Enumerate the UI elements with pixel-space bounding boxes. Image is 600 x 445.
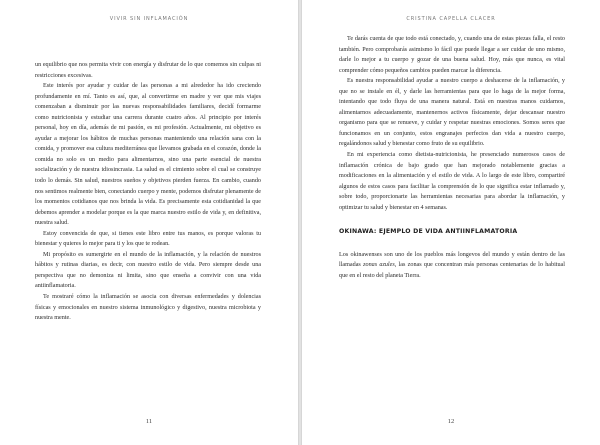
running-head-right: CRISTINA CAPELLA CLACER — [406, 16, 496, 22]
paragraph: En mi experiencia como dietista-nutricionista, he presenciado numerosos casos de inflamación crónica de bajo grado que han mejorado notablemente gracias a modificaciones en la alimentación y el estilo de vida. A lo largo de este libro, compartiré algunos de estos casos para facilitar la comprensión de lo que significa estar inflamado y, sobre todo, proporcionarte las herramientas necesarias para abordar la inflamación, y optimizar tu salud y bienestar en 4 semanas. — [339, 152, 565, 211]
paragraph: Te darás cuenta de que todo está conectado, y, cuando una de estas piezas falla, el resto también. Pero comprobarás asimismo lo fácil que puede llegar a ser cuidar de uno mismo, darle lo mejor a tu cuerpo y gozar de una buena salud. Hoy, más que nunca, es vital comprender cómo pequeños cambios pueden marcar la diferencia. — [339, 36, 565, 74]
paragraph: Este interés por ayudar y cuidar de las personas a mi alrededor ha ido creciendo profundamente en mí. Tanto es así, que, al convertirme en madre y ver que mis viajes comenzaban a disminuir por las nuevas responsabilidades familiares, decidí formarme como nutricionista y estudiar una carrera durante cuatro años. Al principio por interés personal, hoy en día, además de mi pasión, es mi profesión. Actualmente, mi objetivo es ayudar a mejorar los hábitos de muchas personas manteniendo una relación sana con la comida, y promover esa cultura mediterránea que llevamos grabada en el corazón, donde la comida no solo es un medio para alimentarnos, sino una parte esencial de nuestra socialización y de nuestra idiosincrasia. La salud es el cimiento sobre el cual se construye todo lo demás. Sin salud, nuestros sueños y objetivos pierden fuerza. En cambio, cuando nos sentimos realmente bien, conectando cuerpo y mente, podemos disfrutar plenamente de los momentos cotidianos que nos brinda la vida. Es precisamente esta cotidianidad la que debemos aprender a modelar porque es la que marca nuestro estilo de vida y, en definitiva, nuestra salud. — [35, 83, 261, 227]
paragraph: Mi propósito es sumergirte en el mundo de la inflamación, y la relación de nuestros hábitos y rutinas diarias, es decir, con nuestro estilo de vida. Pero siempre desde una perspectiva que no demoniza ni limita, sino que enseña a convivir con una vida antiinflamatoria. — [35, 251, 261, 290]
running-head-left: VIVIR SIN INFLAMACIÓN — [109, 16, 189, 22]
page-number-right: 12 — [447, 418, 455, 425]
left-page-body — [35, 60, 261, 324]
page-number-left: 11 — [145, 418, 153, 425]
paragraph: Estoy convencida de que, si tienes este libro entre tus manos, es porque valoras tu bienestar y quieres lo mejor para ti y los que te rodean. — [35, 230, 261, 248]
paragraph: Te mostraré cómo la inflamación se asocia con diversas enfermedades y dolencias físicas y emocionales en nuestro sistema inmunológico y digestivo, nuestra microbiota y nuestra mente. — [35, 294, 261, 322]
left-page — [0, 0, 298, 445]
closing-text-italic: zonas azules — [363, 262, 395, 269]
paragraph: Es nuestra responsabilidad ayudar a nuestro cuerpo a deshacerse de la inflamación, y que no se instale en él, y darle las herramientas para que lo haga de la mejor forma, intentando que todo fluya de una manera natural. Está en nuestras manos cuidarnos, alimentarnos adecuadamente, mantenernos activos físicamente, dejar descansar nuestro organismo para que se renueve, y cuidar y respetar nuestras emociones. Somos seres que funcionamos en un conjunto, estos engranajes perfectos dan vida a nuestro cuerpo, regalándonos salud y bienestar como fruto de su equilibrio. — [339, 78, 565, 148]
right-page-body — [339, 34, 565, 281]
right-page — [302, 0, 600, 445]
paragraph: un equilibrio que nos permita vivir con energía y disfrutar de lo que comemos sin culpas ni restricciones excesivas. — [35, 62, 261, 79]
closing-text-start: Los okinawenses son uno de los pueblos más longevos del mundo y están dentro de las llamadas — [339, 251, 565, 269]
closing-text-end: , las zonas que concentran más personas centenarias de lo habitual que en el resto del planeta Tierra. — [339, 262, 565, 279]
closing-paragraph — [339, 250, 565, 282]
section-heading: OKINAWA: EJEMPLO DE VIDA ANTIINFLAMATORIA — [339, 228, 518, 236]
